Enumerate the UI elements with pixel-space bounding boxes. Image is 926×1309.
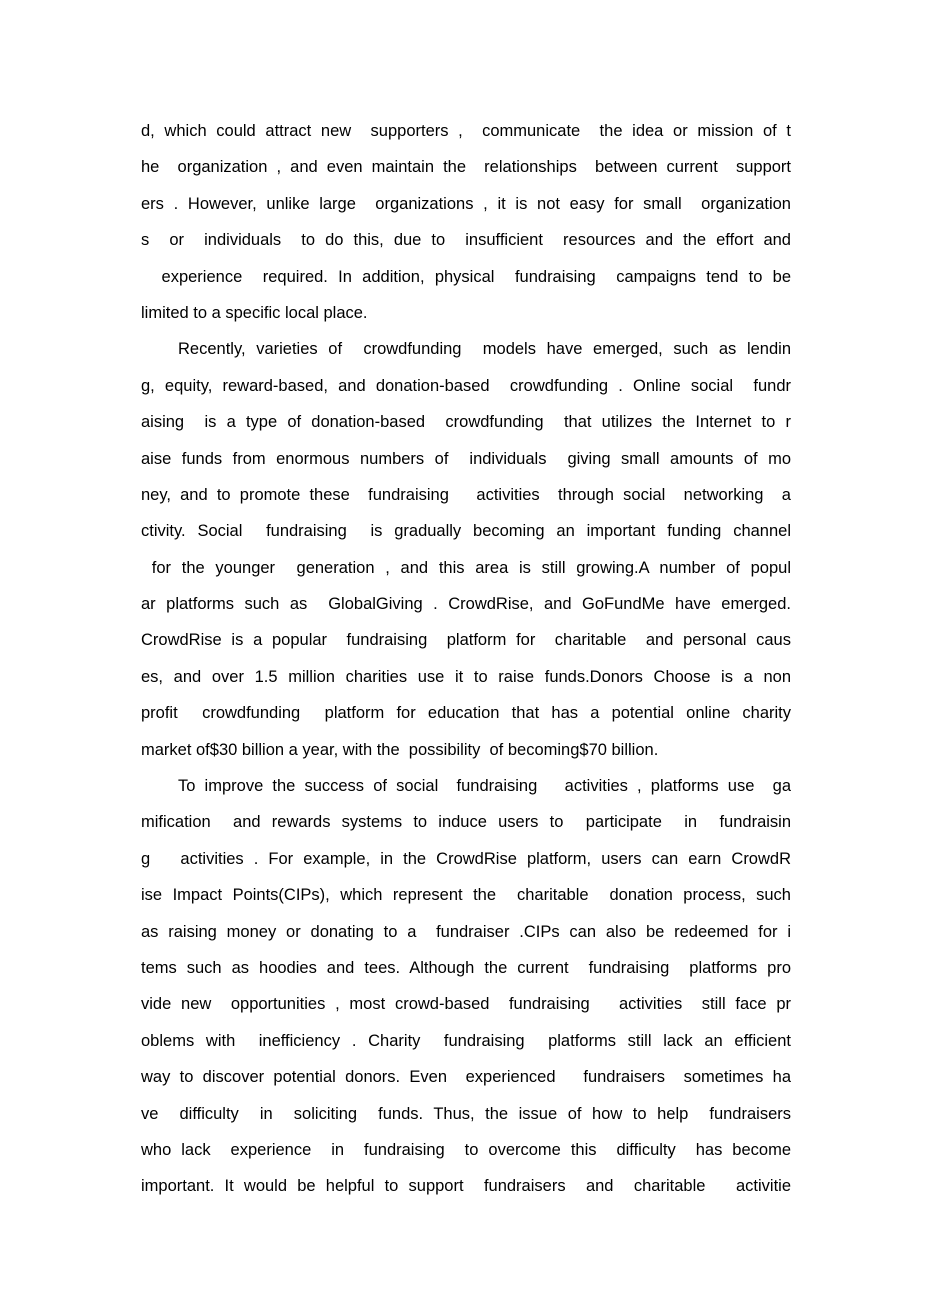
document-body-text <box>141 117 791 1209</box>
text-line: s or individuals to do this, due to insufficient resources and the effort and <box>141 231 791 250</box>
text-line: ney, and to promote these fundraising activities through social networking a <box>141 485 791 504</box>
text-line: aise funds from enormous numbers of individuals giving small amounts of mo <box>141 449 791 468</box>
text-line: profit crowdfunding platform for education that has a potential online charity <box>141 704 791 723</box>
text-line: g, equity, reward-based, and donation-based crowdfunding . Online social fundr <box>141 376 791 395</box>
paragraph-first-line: Recently, varieties of crowdfunding models have emerged, such as lendin <box>178 340 791 359</box>
text-line: market of$30 billion a year, with the possibility of becoming$70 billion. <box>141 740 659 759</box>
text-line: ers . However, unlike large organizations , it is not easy for small organization <box>141 194 791 213</box>
text-line: limited to a specific local place. <box>141 303 368 322</box>
text-line: oblems with inefficiency . Charity fundraising platforms still lack an efficient <box>141 1031 791 1050</box>
text-line: he organization , and even maintain the relationships between current support <box>141 158 791 177</box>
text-line: experience required. In addition, physical fundraising campaigns tend to be <box>141 267 791 286</box>
text-line: important. It would be helpful to support fundraisers and charitable activitie <box>141 1177 791 1196</box>
text-line: ar platforms such as GlobalGiving . CrowdRise, and GoFundMe have emerged. <box>141 595 791 614</box>
text-line: for the younger generation , and this area is still growing.A number of popul <box>141 558 791 577</box>
text-line: ctivity. Social fundraising is gradually becoming an important funding channel <box>141 522 791 541</box>
text-line: d, which could attract new supporters , communicate the idea or mission of t <box>141 122 791 140</box>
text-line: ve difficulty in soliciting funds. Thus, the issue of how to help fundraisers <box>141 1104 791 1123</box>
text-line: CrowdRise is a popular fundraising platform for charitable and personal caus <box>141 631 791 650</box>
text-line: way to discover potential donors. Even experienced fundraisers sometimes ha <box>141 1068 791 1087</box>
paragraph-first-line: To improve the success of social fundraising activities , platforms use ga <box>178 777 791 796</box>
text-line: who lack experience in fundraising to overcome this difficulty has become <box>141 1140 791 1159</box>
text-line: as raising money or donating to a fundraiser .CIPs can also be redeemed for i <box>141 922 791 941</box>
text-line: tems such as hoodies and tees. Although the current fundraising platforms pro <box>141 958 791 977</box>
text-line: vide new opportunities , most crowd-based fundraising activities still face pr <box>141 995 791 1014</box>
text-line: aising is a type of donation-based crowdfunding that utilizes the Internet to r <box>141 413 791 432</box>
text-line: mification and rewards systems to induce users to participate in fundraisin <box>141 813 791 832</box>
text-line: g activities . For example, in the CrowdRise platform, users can earn CrowdR <box>141 849 791 868</box>
text-line: ise Impact Points(CIPs), which represent the charitable donation process, such <box>141 886 791 905</box>
text-line: es, and over 1.5 million charities use it to raise funds.Donors Choose is a non <box>141 667 791 686</box>
